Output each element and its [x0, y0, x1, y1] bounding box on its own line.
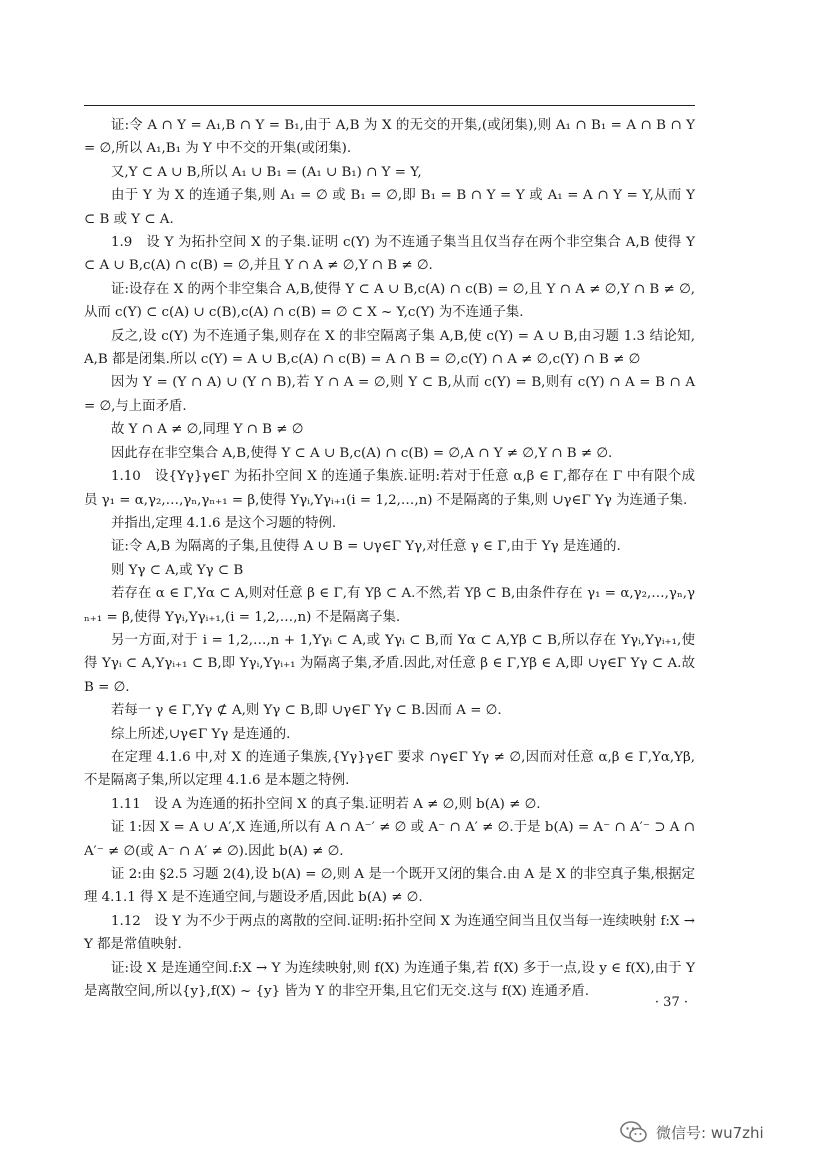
- exercise-1-9: 1.9 设 Y 为拓扑空间 X 的子集.证明 c(Y) 为不连通子集当且仅当存在两个非空集合 A,B 使得 Y ⊂ A ∪ B,c(A) ∩ c(B) = ∅,并且 Y ∩ A ≠ ∅,Y ∩ B ≠ ∅.: [84, 235, 695, 274]
- paragraph: 因为 Y = (Y ∩ A) ∪ (Y ∩ B),若 Y ∩ A = ∅,则 Y ⊂ B,从而 c(Y) = B,则有 c(Y) ∩ A = B ∩ A = ∅,与上面矛盾.: [84, 375, 695, 414]
- paragraph: 证:设存在 X 的两个非空集合 A,B,使得 Y ⊂ A ∪ B,c(A) ∩ c(B) = ∅,且 Y ∩ A ≠ ∅,Y ∩ B ≠ ∅,从而 c(Y) ⊂ c(A) ∪ c(B),c(A) ∩ c(B) = ∅ ⊂ X ~ Y,c(Y) 为不连通子集.: [84, 281, 695, 321]
- paragraph: 若每一 γ ∈ Γ,Yγ ⊄ A,则 Yγ ⊂ B,即 ∪γ∈Γ Yγ ⊂ B.因而 A = ∅.: [111, 703, 502, 719]
- exercise-1-11: 1.11 设 A 为连通的拓扑空间 X 的真子集.证明若 A ≠ ∅,则 b(A) ≠ ∅.: [111, 796, 541, 812]
- paragraph: 则 Yγ ⊂ A,或 Yγ ⊂ B: [111, 562, 244, 578]
- watermark-label: 微信号: wu7zhi: [656, 1123, 764, 1142]
- page-number: · 37 ·: [654, 995, 688, 1010]
- paragraph: 由于 Y 为 X 的连通子集,则 A₁ = ∅ 或 B₁ = ∅,即 B₁ = B ∩ Y = Y 或 A₁ = A ∩ Y = Y,从而 Y ⊂ B 或 Y ⊂ A.: [84, 188, 695, 227]
- paragraph: 并指出,定理 4.1.6 是这个习题的特例.: [111, 515, 337, 531]
- paragraph: 证:设 X 是连通空间.f:X → Y 为连续映射,则 f(X) 为连通子集,若 f(X) 多于一点,设 y ∈ f(X),由于 Y 是离散空间,所以{y},f(X) ~ {y} 皆为 Y 的非空开集,且它们无交.这与 f(X) 连通矛盾.: [84, 960, 695, 1000]
- exercise-1-12: 1.12 设 Y 为不少于两点的离散的空间.证明:拓扑空间 X 为连通空间当且仅当每一连续映射 f:X → Y 都是常值映射.: [84, 913, 695, 953]
- paragraph: 在定理 4.1.6 中,对 X 的连通子集族,{Yγ}γ∈Γ 要求 ∩γ∈Γ Yγ ≠ ∅,因而对任意 α,β ∈ Γ,Yα,Yβ,不是隔离子集,所以定理 4.1.6 是本题之特例.: [84, 749, 695, 789]
- watermark: [620, 1121, 764, 1143]
- paragraph: 证 2:由 §2.5 习题 2(4),设 b(A) = ∅,则 A 是一个既开又闭的集合.由 A 是 X 的非空真子集,根据定理 4.1.1 得 X 是不连通空间,与题设矛盾,因此 b(A) ≠ ∅.: [84, 867, 695, 906]
- wechat-icon: [620, 1121, 648, 1143]
- header-rule: [84, 105, 695, 106]
- paragraph: 又,Y ⊂ A ∪ B,所以 A₁ ∪ B₁ = (A₁ ∪ B₁) ∩ Y = Y,: [111, 164, 422, 180]
- paragraph: 证 1:因 X = A ∪ A′,X 连通,所以有 A ∩ A⁻′ ≠ ∅ 或 A⁻ ∩ A′ ≠ ∅.于是 b(A) = A⁻ ∩ A′⁻ ⊃ A ∩ A′⁻ ≠ ∅(或 A⁻ ∩ A′ ≠ ∅).因此 b(A) ≠ ∅.: [84, 820, 695, 859]
- paragraph: 证:令 A ∩ Y = A₁,B ∩ Y = B₁,由于 A,B 为 X 的无交的开集,(或闭集),则 A₁ ∩ B₁ = A ∩ B ∩ Y = ∅,所以 A₁,B₁ 为 Y 中不交的开集(或闭集).: [84, 118, 695, 157]
- page-body: [84, 114, 695, 1003]
- paragraph: 反之,设 c(Y) 为不连通子集,则存在 X 的非空隔离子集 A,B,使 c(Y) = A ∪ B,由习题 1.3 结论知,A,B 都是闭集.所以 c(Y) = A ∪ B,c(A) ∩ c(B) = A ∩ B = ∅,c(Y) ∩ A ≠ ∅,c(Y) ∩ B ≠ ∅: [84, 328, 695, 368]
- paragraph: 证:令 A,B 为隔离的子集,且使得 A ∪ B = ∪γ∈Γ Yγ,对任意 γ ∈ Γ,由于 Yγ 是连通的.: [111, 539, 621, 555]
- paragraph: 综上所述,∪γ∈Γ Yγ 是连通的.: [111, 726, 291, 742]
- paragraph: 若存在 α ∈ Γ,Yα ⊂ A,则对任意 β ∈ Γ,有 Yβ ⊂ A.不然,若 Yβ ⊂ B,由条件存在 γ₁ = α,γ₂,…,γₙ,γₙ₊₁ = β,使得 Yγᵢ,Yγᵢ₊₁,(i = 1,2,…,n) 不是隔离子集.: [84, 586, 695, 625]
- paragraph: 故 Y ∩ A ≠ ∅,同理 Y ∩ B ≠ ∅: [111, 422, 304, 438]
- paragraph: 另一方面,对于 i = 1,2,…,n + 1,Yγᵢ ⊂ A,或 Yγᵢ ⊂ B,而 Yα ⊂ A,Yβ ⊂ B,所以存在 Yγᵢ,Yγᵢ₊₁,使得 Yγᵢ ⊂ A,Yγᵢ₊₁ ⊂ B,即 Yγᵢ,Yγᵢ₊₁ 为隔离子集,矛盾.因此,对任意 β ∈ Γ,Yβ ∈ A,即 ∪γ∈Γ Yγ ⊂ A.故 B = ∅.: [84, 632, 695, 695]
- exercise-1-10: 1.10 设{Yγ}γ∈Γ 为拓扑空间 X 的连通子集族.证明:若对于任意 α,β ∈ Γ,都存在 Γ 中有限个成员 γ₁ = α,γ₂,…,γₙ,γₙ₊₁ = β,使得 Yγᵢ,Yγᵢ₊₁(i = 1,2,…,n) 不是隔离的子集,则 ∪γ∈Γ Yγ 为连通子集.: [84, 469, 695, 508]
- paragraph: 因此存在非空集合 A,B,使得 Y ⊂ A ∪ B,c(A) ∩ c(B) = ∅,A ∩ Y ≠ ∅,Y ∩ B ≠ ∅.: [111, 445, 613, 461]
